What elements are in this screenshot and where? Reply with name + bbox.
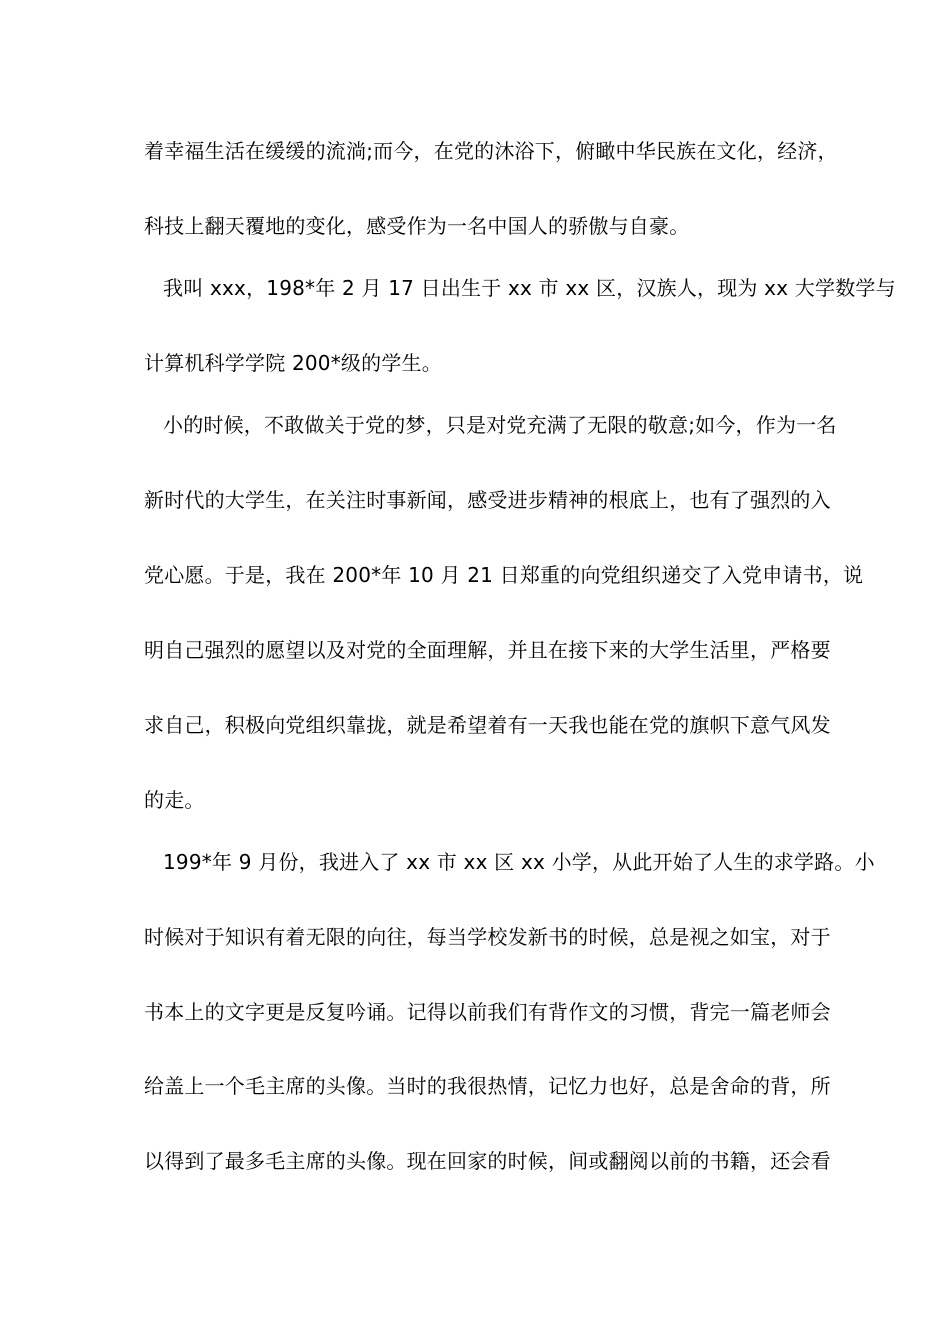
paragraph-start-line: 199*年 9 月份，我进入了 xx 市 xx 区 xx 小学，从此开始了人生的求学路。小 xyxy=(163,850,875,874)
text-line: 时候对于知识有着无限的向往，每当学校发新书的时候，总是视之如宝，对于 xyxy=(144,925,831,949)
text-line: 以得到了最多毛主席的头像。现在回家的时候，间或翻阅以前的书籍，还会看 xyxy=(144,1149,831,1173)
paragraph-start-line: 小的时候，不敢做关于党的梦，只是对党充满了无限的敬意;如今，作为一名 xyxy=(163,413,837,437)
text-line: 的走。 xyxy=(144,788,205,812)
text-line: 明自己强烈的愿望以及对党的全面理解，并且在接下来的大学生活里，严格要 xyxy=(144,638,831,662)
paragraph-start-line: 我叫 xxx，198*年 2 月 17 日出生于 xx 市 xx 区，汉族人，现为 xx 大学数学与 xyxy=(163,276,896,300)
text-line: 给盖上一个毛主席的头像。当时的我很热情，记忆力也好，总是舍命的背，所 xyxy=(144,1074,831,1098)
text-line: 新时代的大学生，在关注时事新闻，感受进步精神的根底上，也有了强烈的入 xyxy=(144,488,831,512)
text-line: 求自己，积极向党组织靠拢，就是希望着有一天我也能在党的旗帜下意气风发 xyxy=(144,713,831,737)
text-line: 着幸福生活在缓缓的流淌;而今，在党的沐浴下，俯瞰中华民族在文化，经济， xyxy=(144,139,838,163)
text-line: 计算机科学学院 200*级的学生。 xyxy=(144,351,442,375)
text-line: 科技上翻天覆地的变化，感受作为一名中国人的骄傲与自豪。 xyxy=(144,214,690,238)
text-line: 书本上的文字更是反复吟诵。记得以前我们有背作文的习惯，背完一篇老师会 xyxy=(144,1000,831,1024)
text-line: 党心愿。于是，我在 200*年 10 月 21 日郑重的向党组织递交了入党申请书，说 xyxy=(144,563,864,587)
